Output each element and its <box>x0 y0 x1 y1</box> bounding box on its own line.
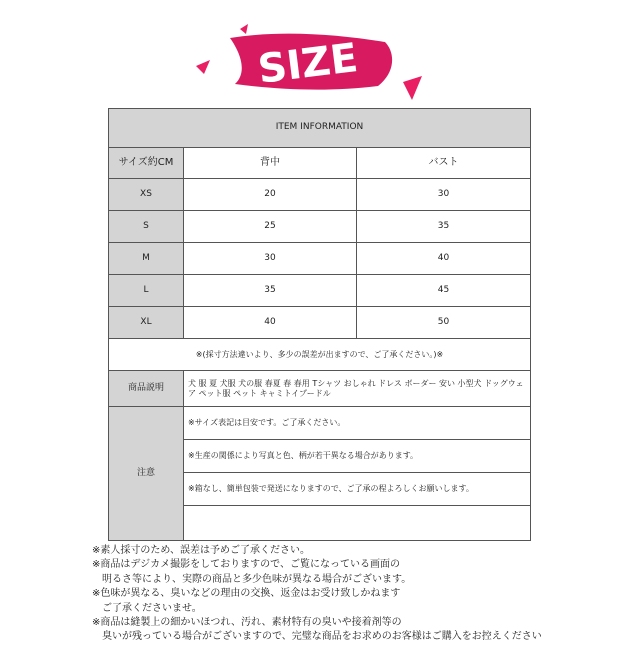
table-row <box>109 211 531 243</box>
caution-label: 注意 <box>109 407 184 541</box>
size-header: サイズ約CM <box>109 148 184 179</box>
description-text: 犬 服 夏 犬服 犬の服 春夏 春 春用 Tシャツ おしゃれ ドレス ボーダー 安い 小型犬 ドッグウェア ペット服 ペット キャミトイプードル <box>184 371 531 407</box>
size-cell: XL <box>109 307 184 339</box>
bust-cell: 50 <box>357 307 531 339</box>
caution-item: ※サイズ表記は目安です。ご了承ください。 <box>184 407 531 440</box>
size-table <box>108 108 531 541</box>
table-title: ITEM INFORMATION <box>109 109 531 148</box>
back-cell: 25 <box>184 211 357 243</box>
size-banner <box>190 20 430 100</box>
bust-cell: 40 <box>357 243 531 275</box>
back-cell: 30 <box>184 243 357 275</box>
size-cell: L <box>109 275 184 307</box>
footer-line: 明るさ等により、実際の商品と多少色味が異なる場合がございます。 <box>102 573 412 585</box>
footer-line: ※色味が異なる、臭いなどの理由の交換、返金はお受け致しかねます <box>92 588 401 600</box>
left-triangle-icon <box>196 60 210 74</box>
back-cell: 40 <box>184 307 357 339</box>
back-header: 背中 <box>184 148 357 179</box>
caution-item-empty <box>184 506 531 541</box>
size-cell: S <box>109 211 184 243</box>
footer-line: ※商品はデジカメ撮影をしておりますので、ご覧になっている画面の <box>92 559 400 571</box>
back-cell: 20 <box>184 179 357 211</box>
banner-text: SIZE <box>255 35 361 93</box>
table-row <box>109 243 531 275</box>
footer-line: 臭いが残っている場合がございますので、完璧な商品をお求めのお客様はご購入をお控えください <box>102 631 542 643</box>
caution-item: ※生産の関係により写真と色、柄が若干異なる場合があります。 <box>184 440 531 473</box>
footer-line: ※商品は縫製上の細かいほつれ、汚れ、素材特有の臭いや接着剤等の <box>92 617 402 629</box>
table-row <box>109 179 531 211</box>
table-row <box>109 307 531 339</box>
size-cell: M <box>109 243 184 275</box>
table-row <box>109 275 531 307</box>
bust-cell: 45 <box>357 275 531 307</box>
bust-cell: 35 <box>357 211 531 243</box>
bust-header: バスト <box>357 148 531 179</box>
caution-item: ※箱なし、簡単包装で発送になりますので、ご了承の程よろしくお願いします。 <box>184 473 531 506</box>
footer-notes <box>92 544 562 645</box>
description-label: 商品説明 <box>109 371 184 407</box>
size-cell: XS <box>109 179 184 211</box>
top-triangle-icon <box>240 24 248 34</box>
footer-line: ご了承くださいませ。 <box>102 602 202 614</box>
measure-note: ※(採寸方法違いより、多少の誤差が出ますので、ご了承ください。)※ <box>109 339 531 371</box>
right-triangle-icon <box>403 76 422 100</box>
footer-line: ※素人採寸のため、誤差は予めご了承ください。 <box>92 545 310 556</box>
back-cell: 35 <box>184 275 357 307</box>
bust-cell: 30 <box>357 179 531 211</box>
